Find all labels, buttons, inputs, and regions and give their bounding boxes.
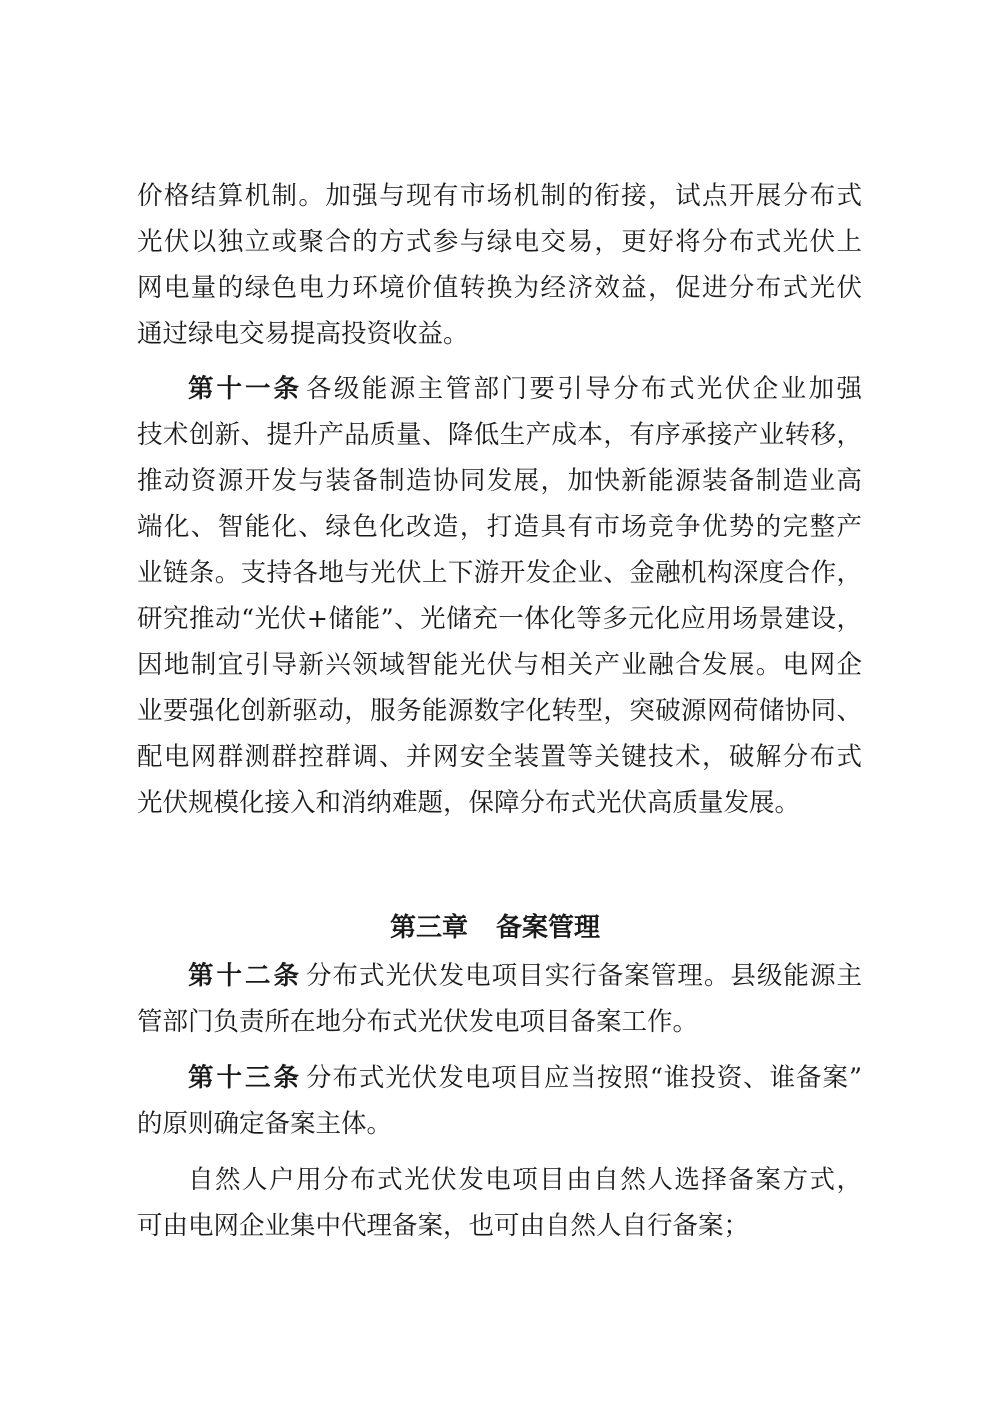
article-text: 分布式光伏发电项目实行备案管理。县级能源主 xyxy=(306,961,862,991)
text-line: 可由电网企业集中代理备案，也可由自然人自行备案； xyxy=(137,1211,750,1241)
article-12-first-line xyxy=(188,953,862,999)
text-line: 管部门负责所在地分布式光伏发电项目备案工作。 xyxy=(137,1007,699,1037)
text-line: 配电网群测群控群调、并网安全装置等关键技术，破解分布式 xyxy=(137,742,862,772)
chapter-number: 第三章 xyxy=(390,913,469,943)
article-11-first-line xyxy=(188,366,862,412)
text-line: 光伏规模化接入和消纳难题，保障分布式光伏高质量发展。 xyxy=(137,788,801,818)
article-text: 各级能源主管部门要引导分布式光伏企业加强 xyxy=(306,374,862,404)
article-label: 第十一条 xyxy=(188,374,303,404)
text-line: 研究推动“光伏+储能”、光储充一体化等多元化应用场景建设， xyxy=(137,604,862,634)
text-line: 技术创新、提升产品质量、降低生产成本，有序承接产业转移， xyxy=(137,420,862,450)
article-13-first-line xyxy=(188,1055,862,1101)
text-line: 因地制宜引导新兴领域智能光伏与相关产业融合发展。电网企 xyxy=(137,650,862,680)
chapter-title: 备案管理 xyxy=(496,913,601,943)
text-line: 业要强化创新驱动，服务能源数字化转型，突破源网荷储协同、 xyxy=(137,696,862,726)
text-line: 自然人户用分布式光伏发电项目由自然人选择备案方式， xyxy=(188,1165,862,1195)
text-line: 推动资源开发与装备制造协同发展，加快新能源装备制造业高 xyxy=(137,466,862,496)
article-label: 第十三条 xyxy=(188,1063,303,1093)
article-text: 分布式光伏发电项目应当按照“谁投资、谁备案” xyxy=(306,1063,862,1093)
text-line: 网电量的绿色电力环境价值转换为经济效益，促进分布式光伏 xyxy=(137,273,862,303)
text-line: 业链条。支持各地与光伏上下游开发企业、金融机构深度合作， xyxy=(137,558,862,588)
text-line: 端化、智能化、绿色化改造，打造具有市场竞争优势的完整产 xyxy=(137,512,862,542)
text-line: 通过绿电交易提高投资收益。 xyxy=(137,319,469,349)
chapter-heading xyxy=(390,905,600,951)
text-line: 光伏以独立或聚合的方式参与绿电交易，更好将分布式光伏上 xyxy=(137,227,862,257)
article-label: 第十二条 xyxy=(188,961,303,991)
text-line: 的原则确定备案主体。 xyxy=(137,1109,393,1139)
text-line: 价格结算机制。加强与现有市场机制的衔接，试点开展分布式 xyxy=(137,181,862,211)
